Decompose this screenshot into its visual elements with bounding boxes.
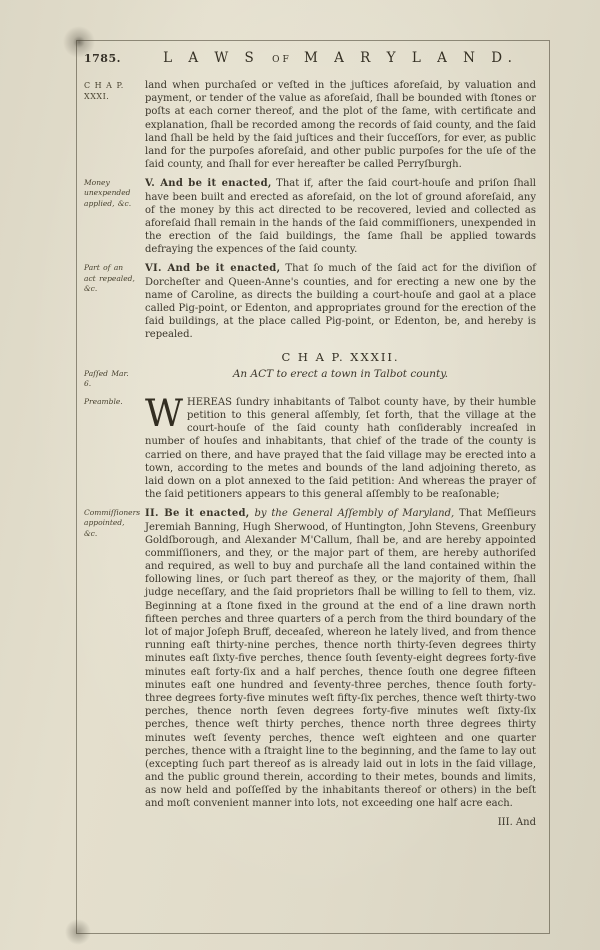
enacting-clause-lead: II. Be it enacted, (145, 508, 250, 520)
title-laws: L A W S (163, 50, 260, 66)
enacting-clause-lead: VI. And be it enacted, (145, 263, 281, 275)
paragraph-continuation (145, 79, 536, 171)
margin-note-money-unexpended: Money unexpended applied, &c. (84, 178, 132, 208)
year-label: 1785. (84, 52, 121, 65)
act-title: An ACT to erect a town in Talbot county. (232, 367, 449, 380)
margin-spacer (84, 817, 145, 828)
paragraph-text: HEREAS ſundry inhabitants of Talbot county have, by their humble petition to this general aſſembly, ſet forth, that the village at the court-houſe of the ſaid county hath conſiderably increaſed in number of houſes and inhabitants, that chief of the trade of the county is carried on there, and have prayed that the ſaid village may be erected into a town, according to the metes and bounds of the land adjoining thereto, as laid down on a plot annexed to the ſaid petition: And whereas the prayer of the ſaid petitioners appears to this general aſſembly to be reaſonable; (145, 396, 536, 501)
margin-note-passed-date: Paſſed Mar. 6. (84, 368, 129, 388)
section-ii-enacting (84, 507, 536, 810)
paragraph-text: That Meſſieurs Jeremiah Banning, Hugh Sherwood, of Huntington, John Stevens, Greenbury Goldſborough, and Alexander M'Callum, ſhall be, and are hereby appointed commiſſioners, and they, or the major part of them, are hereby authoriſed and required, as well to buy and purchaſe all the land contained within the following lines, or ſuch part thereof as they, or the majority of them, ſhall judge neceſſary, and the ſaid proprietors ſhall be willing to ſell to them, viz. Beginning at a ſtone fixed in the ground at the end of a line drawn north fifteen perches and three quarters of a perch from the third boundary of the lot of major Joſeph Bruff, deceaſed, whereon he lately lived, and from thence running eaſt thirty-nine perches, thence north thirty-ſeven degrees thirty minutes eaſt ſixty-five perches, thence ſouth ſeventy-eight degrees forty-five minutes eaſt forty-ſix and a half perches, thence ſouth one degree fifteen minutes eaſt one hundred and ſeventy-three perches, thence ſouth forty-three degrees forty-five minutes weſt fifty-ſix perches, thence weſt thirty-two perches, thence north ſeven degrees forty-five minutes weſt ſixty-ſix perches, thence weſt thirty perches, thence north three degrees thirty minutes weſt ſeventy perches, thence weſt eighteen and one quarter perches, thence with a ſtraight line to the beginning, and the ſame to lay out (excepting ſuch part thereof as is already laid out in lots in the ſaid village, and the public ground therein, according to their metes, bounds and limits, as now held and poſſeſſed by the inhabitants thereof or others) in the beſt and moſt convenient manner into lots, not exceeding one half acre each. (145, 508, 536, 810)
title-of: OF (272, 55, 292, 65)
page-title (145, 50, 536, 66)
paragraph-preamble (145, 391, 536, 502)
section-preamble (84, 391, 536, 502)
margin-spacer (84, 350, 145, 364)
page-header (84, 50, 536, 66)
act-title-row (84, 368, 536, 389)
margin-note-chap-xxxi: C H A P. XXXI. (84, 81, 124, 102)
enacting-clause-authority: by the General Aſſembly of Maryland, (249, 508, 455, 520)
section-chap31-continuation (84, 79, 536, 171)
title-maryland: M A R Y L A N D. (304, 50, 518, 66)
margin-note-part-repealed: Part of an act repealed, &c. (84, 263, 135, 293)
paragraph-section-ii (145, 507, 536, 810)
margin-note-commissioners: Commiſſioners appointed, &c. (84, 508, 141, 538)
paragraph-text: That if, after the ſaid court-houſe and priſon ſhall have been built and erected as aforeſaid, on the lot of ground aforeſaid, any of the money by this act directed to be recovered, levied and collected as aforeſaid ſhall remain in the hands of the ſaid commiſſioners, unexpended in the erection of the ſaid buildings, the ſame ſhall be applied towards defraying the expences of the ſaid county. (145, 178, 536, 256)
catchword-row (84, 817, 536, 828)
chapter-32-heading-row (84, 350, 536, 364)
margin-note-preamble: Preamble. (84, 396, 123, 406)
section-v (84, 177, 536, 256)
section-vi (84, 262, 536, 341)
enacting-clause-lead: V. And be it enacted, (145, 178, 272, 190)
paragraph-section-vi (145, 262, 536, 341)
dropcap-w: W (145, 391, 184, 435)
chapter-heading: C H A P. XXXII. (281, 349, 400, 364)
page-content (84, 50, 536, 834)
catchword: III. And (497, 816, 536, 828)
paragraph-section-v (145, 177, 536, 256)
paragraph-text: That ſo much of the ſaid act for the diviſion of Dorcheſter and Queen-Anne's counties, and for erecting a new one by the name of Caroline, as directs the building a court-houſe and gaol at a place called Pig-point, or Edenton, and appropriates ground for the erection of the ſaid buildings, at the place called Pig-point, or Edenton, be, and hereby is repealed. (145, 263, 537, 341)
paragraph-text: land when purchaſed or veſted in the juſtices aforeſaid, by valuation and payment, or tender of the value as aforeſaid, ſhall be bounded with ſtones or poſts at each corner thereof, and the plot of the ſame, with certificate and explanation, ſhall be recorded among the records of ſaid county, and the ſaid land ſhall be held by the ſaid juſtices and their ſucceſſors, for ever, as public land for the purpoſes aforeſaid, and other public purpoſes for the uſe of the ſaid county, and ſhall for ever hereafter be called Perryſburgh. (145, 80, 536, 171)
